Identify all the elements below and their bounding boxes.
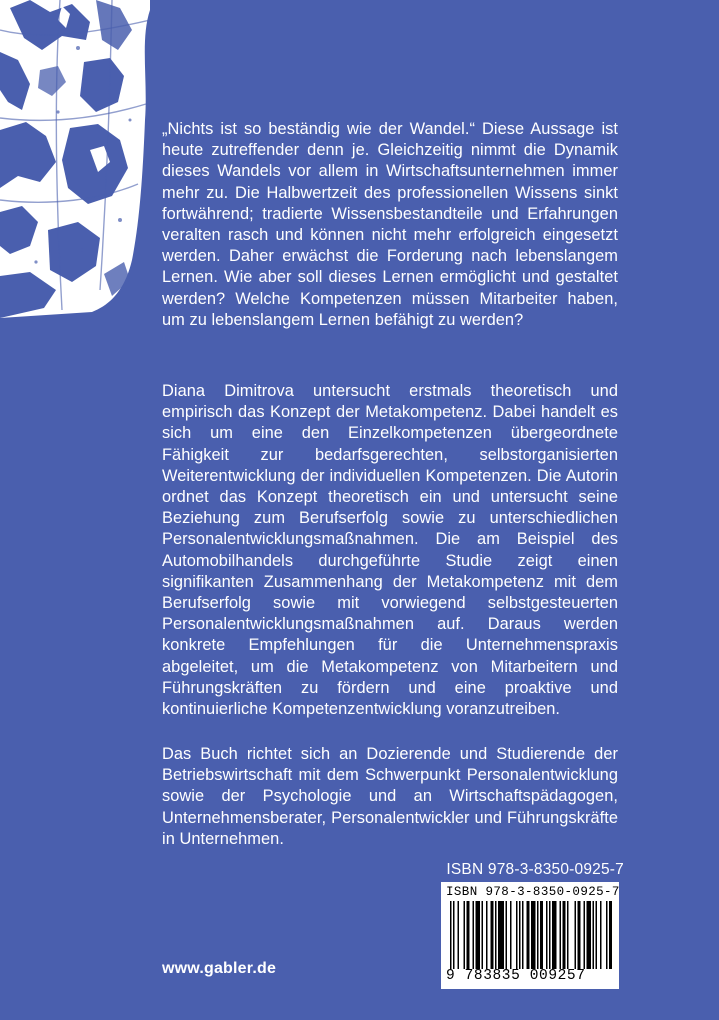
barcode-bar xyxy=(486,901,488,969)
barcode-bar xyxy=(450,901,452,969)
barcode-isbn-text: ISBN 978-3-8350-0925-7 xyxy=(446,885,620,899)
barcode-bar xyxy=(606,901,608,969)
barcode-bar xyxy=(552,901,557,969)
barcode-bar xyxy=(600,901,602,969)
barcode-bar xyxy=(482,901,484,969)
barcode-bar xyxy=(519,901,521,969)
barcode-bar xyxy=(563,901,566,969)
barcode-bar xyxy=(560,901,562,969)
barcode-bar xyxy=(473,901,475,969)
barcode-bar xyxy=(527,901,530,969)
barcode-bar xyxy=(578,901,581,969)
barcode-bar xyxy=(609,901,612,969)
barcode-bar xyxy=(584,901,586,969)
globe-illustration xyxy=(0,0,150,318)
barcode-bars xyxy=(446,901,614,969)
description-paragraph-3: Das Buch richtet sich an Dozierende und Studierende der Betriebswirtschaft mit dem Schwerpunkt Personalentwicklung sowie der Psychologie und an Wirtschaftspädagogen, Unternehmensberater, Personalentwickler und Führungskräfte in Unternehmen. xyxy=(162,745,618,848)
barcode-bar xyxy=(453,901,455,969)
description-paragraph-1: „Nichts ist so beständig wie der Wandel.“ Diese Aussage ist heute zutreffender denn je. Gleichzeitig nimmt die Dynamik dieses Wandels vor allem in Wirtschaftsunternehmen immer mehr zu. Die Halbwertzeit des professionellen Wissens sinkt fortwährend; tradierte Wissensbestandteile und Erfahrungen veralten rasch und können nicht mehr erfolgreich eingesetzt werden. Daher erwächst die Forderung nach lebenslangem Lernen. Wie aber soll dieses Lernen ermöglicht und gestaltet werden? Welche Kompetenzen müssen Mitarbeiter haben, um zu lebenslangem Lernen befähigt zu werden? xyxy=(162,120,618,329)
barcode-bar xyxy=(506,901,508,969)
barcode-bar xyxy=(596,901,598,969)
barcode-bar xyxy=(495,901,497,969)
barcode-digits: 9 783835 009257 xyxy=(446,968,586,984)
barcode-bar xyxy=(549,901,551,969)
barcode-bar xyxy=(546,901,548,969)
website-link[interactable]: www.gabler.de xyxy=(162,960,277,977)
barcode-bar xyxy=(491,901,494,969)
barcode-bar xyxy=(458,901,460,969)
barcode xyxy=(441,882,619,989)
barcode-bar xyxy=(537,901,539,969)
barcode-bar xyxy=(498,901,504,969)
barcode-bar xyxy=(567,901,569,969)
barcode-bar xyxy=(522,901,524,969)
isbn-label: ISBN 978-3-8350-0925-7 xyxy=(446,861,624,878)
barcode-bar xyxy=(516,901,518,969)
barcode-bar xyxy=(587,901,592,969)
barcode-bar xyxy=(510,901,512,969)
barcode-bar xyxy=(476,901,481,969)
barcode-bar xyxy=(464,901,466,969)
barcode-bar xyxy=(531,901,536,969)
barcode-bar xyxy=(593,901,595,969)
barcode-bar xyxy=(575,901,577,969)
barcode-bar xyxy=(467,901,470,969)
barcode-bar xyxy=(540,901,543,969)
description-paragraph-2: Diana Dimitrova untersucht erstmals theoretisch und empirisch das Konzept der Metakompetenz. Dabei handelt es sich um eine den Einzelkompetenzen übergeordnete Fähigkeit zur bedarfsgerechten, selbstorganisierten Weiterentwicklung der individuellen Kompetenzen. Die Autorin ordnet das Konzept theoretisch ein und untersucht seine Beziehung zum Berufserfolg sowie zu unterschiedlichen Personalentwicklungsmaßnahmen. Die am Beispiel des Automobilhandels durchgeführte Studie zeigt einen signifikanten Zusammenhang der Metakompetenz mit dem Berufserfolg sowie mit vorwiegend selbstgesteuerten Personalentwicklungsmaßnahmen auf. Daraus werden konkrete Empfehlungen für die Unternehmenspraxis abgeleitet, um die Metakompetenz von Mitarbeitern und Führungskräften zu fördern und eine proaktive und kontinuierliche Kompetenzentwicklung voranzutreiben. xyxy=(162,382,618,719)
